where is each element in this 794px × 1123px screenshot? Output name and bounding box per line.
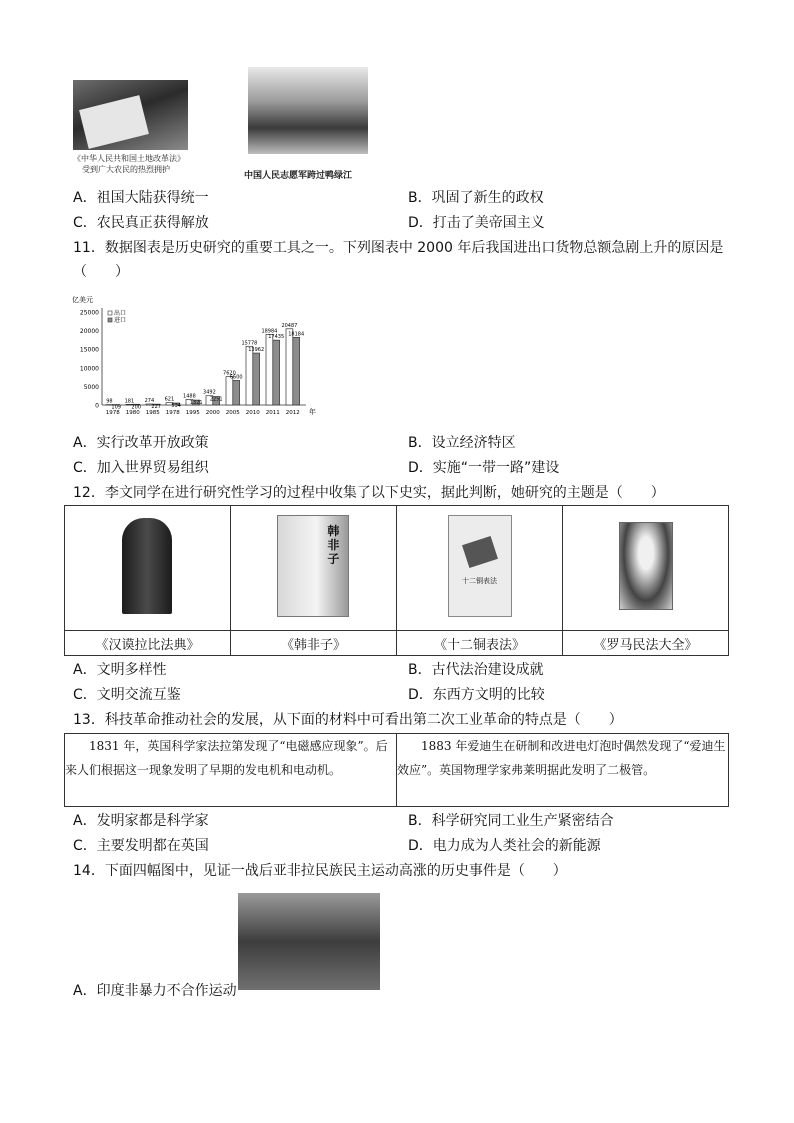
- q11-option-d[interactable]: D．实施“一带一路”建设: [408, 460, 560, 476]
- q10-option-c[interactable]: C．农民真正获得解放: [73, 215, 209, 231]
- q13-material-table: [64, 733, 729, 807]
- land-reform-caption-2: 受到广大农民的热烈拥护: [82, 165, 170, 174]
- legend-label-import: 进口: [114, 317, 127, 324]
- q13-stem: 13．科技革命推动社会的发展，从下面的材料中可看出第二次工业革命的特点是（ ）: [73, 712, 623, 728]
- export-data-label: 3492: [203, 389, 216, 396]
- twelve-tables-cover-title: 十二铜表法: [462, 577, 498, 585]
- q13-option-c[interactable]: C．主要发明都在英国: [73, 838, 209, 854]
- gandhi-march-photo: [238, 893, 380, 990]
- q14-stem: 14．下面四幅图中，见证一战后亚非拉民族民主运动高涨的历史事件是（ ）: [73, 863, 567, 879]
- import-data-label: 109: [111, 404, 121, 411]
- x-tick-label: 1978: [105, 410, 120, 416]
- q12-option-a[interactable]: A．文明多样性: [73, 662, 167, 678]
- x-tick-label: 2000: [205, 410, 220, 416]
- q11-blank: （ ）: [73, 264, 129, 280]
- import-bar: [253, 353, 260, 405]
- land-reform-photo: [73, 80, 188, 150]
- hanfeizi-spine-title: 韩非子: [327, 524, 340, 566]
- import-data-label: 13962: [248, 347, 265, 354]
- q14-option-a[interactable]: A．印度非暴力不合作运动: [73, 983, 237, 999]
- material-edison: 1883 年爱迪生在研制和改进电灯泡时偶然发现了“爱迪生效应”。英国物理学家弗莱明据此发明了二极管。: [397, 734, 729, 807]
- export-data-label: 181: [124, 398, 135, 405]
- q12-stem: 12．李文同学在进行研究性学习的过程中收集了以下史实，据此判断，她研究的主题是（ ）: [73, 485, 665, 501]
- import-data-label: 6600: [229, 374, 243, 381]
- twelve-tables-cell: [397, 506, 563, 631]
- trade-chart: [70, 292, 325, 422]
- import-data-label: 534: [171, 403, 181, 410]
- hammurabi-stele-image: [122, 518, 172, 614]
- export-data-label: 98: [106, 398, 113, 405]
- x-tick-label: 1995: [185, 410, 200, 416]
- x-tick-label: 2010: [245, 410, 260, 416]
- legend-swatch-import: [108, 318, 112, 322]
- yalu-river-caption: 中国人民志愿军跨过鸭绿江: [244, 171, 353, 181]
- import-data-label: 2251: [209, 396, 223, 403]
- x-tick-label: 2005: [225, 410, 240, 416]
- q12-option-d[interactable]: D．东西方文明的比较: [408, 687, 545, 703]
- newspaper-shape: [79, 95, 149, 149]
- import-data-label: 1321: [189, 400, 203, 407]
- q11-option-c[interactable]: C．加入世界贸易组织: [73, 460, 209, 476]
- x-tick-label: 2012: [285, 410, 300, 416]
- book-caption-2: 《韩非子》: [230, 631, 396, 656]
- hanfeizi-book-image: [277, 515, 349, 617]
- export-bar: [286, 329, 293, 405]
- q12-option-c[interactable]: C．文明交流互鉴: [73, 687, 181, 703]
- y-tick-label: 15000: [79, 346, 99, 354]
- q11-option-b[interactable]: B．设立经济特区: [408, 435, 516, 451]
- x-unit-label: 年: [309, 408, 316, 416]
- export-bar: [266, 334, 273, 405]
- corpus-juris-cell: [563, 506, 729, 631]
- chart-y-unit: 亿美元: [72, 296, 93, 304]
- law-books-table: [64, 505, 729, 656]
- import-data-label: 18184: [288, 331, 305, 338]
- legend-label-export: 出口: [114, 310, 127, 317]
- export-data-label: 621: [164, 396, 175, 403]
- book-caption-1: 《汉谟拉比法典》: [65, 631, 231, 656]
- twelve-tables-book-image: [448, 515, 512, 617]
- hammurabi-cell: [65, 506, 231, 631]
- book-caption-3: 《十二铜表法》: [397, 631, 563, 656]
- y-tick-label: 5000: [83, 383, 99, 391]
- import-bar: [273, 340, 280, 405]
- y-tick-label: 25000: [79, 309, 99, 317]
- corpus-juris-frontispiece-image: [619, 522, 673, 610]
- x-tick-label: 1980: [125, 410, 140, 416]
- import-bar: [233, 380, 240, 405]
- hanfeizi-cell: [230, 506, 396, 631]
- x-tick-label: 1978: [165, 410, 180, 416]
- book-caption-4: 《罗马民法大全》: [563, 631, 729, 656]
- export-bar: [246, 346, 253, 405]
- y-tick-label: 0: [95, 402, 99, 410]
- q10-option-b[interactable]: B．巩固了新生的政权: [408, 190, 544, 206]
- import-data-label: 200: [131, 404, 141, 411]
- x-tick-label: 1985: [145, 410, 160, 416]
- q10-option-d[interactable]: D．打击了美帝国主义: [408, 215, 545, 231]
- import-bar: [293, 337, 300, 405]
- q13-option-a[interactable]: A．发明家都是科学家: [73, 813, 209, 829]
- export-data-label: 7620: [223, 370, 236, 377]
- q13-option-d[interactable]: D．电力成为人类社会的新能源: [408, 838, 601, 854]
- q12-option-b[interactable]: B．古代法治建设成就: [408, 662, 544, 678]
- export-data-label: 1488: [183, 393, 196, 400]
- q11-option-a[interactable]: A．实行改革开放政策: [73, 435, 209, 451]
- export-data-label: 20487: [281, 322, 298, 329]
- q13-option-b[interactable]: B．科学研究同工业生产紧密结合: [408, 813, 614, 829]
- y-tick-label: 10000: [79, 365, 99, 373]
- export-data-label: 274: [144, 397, 155, 404]
- y-tick-label: 20000: [79, 328, 99, 336]
- yalu-river-photo: [248, 67, 368, 154]
- export-data-label: 18984: [261, 328, 278, 335]
- q10-option-a[interactable]: A．祖国大陆获得统一: [73, 190, 209, 206]
- export-bar: [226, 377, 233, 405]
- import-data-label: 227: [151, 404, 161, 411]
- x-tick-label: 2011: [265, 410, 280, 416]
- q11-stem: 11．数据图表是历史研究的重要工具之一。下列图表中 2000 年后我国进出口货物总额急剧上升的原因是: [73, 240, 724, 256]
- legend-swatch-export: [108, 311, 112, 315]
- land-reform-caption-1: 《中华人民共和国土地改革法》: [73, 154, 185, 163]
- import-data-label: 17435: [268, 334, 285, 341]
- twelve-tables-emblem: [462, 536, 498, 568]
- material-faraday: 1831 年，英国科学家法拉第发现了“电磁感应现象”。后来人们根据这一现象发明了早期的发电机和电动机。: [65, 734, 397, 807]
- export-data-label: 15778: [241, 340, 258, 347]
